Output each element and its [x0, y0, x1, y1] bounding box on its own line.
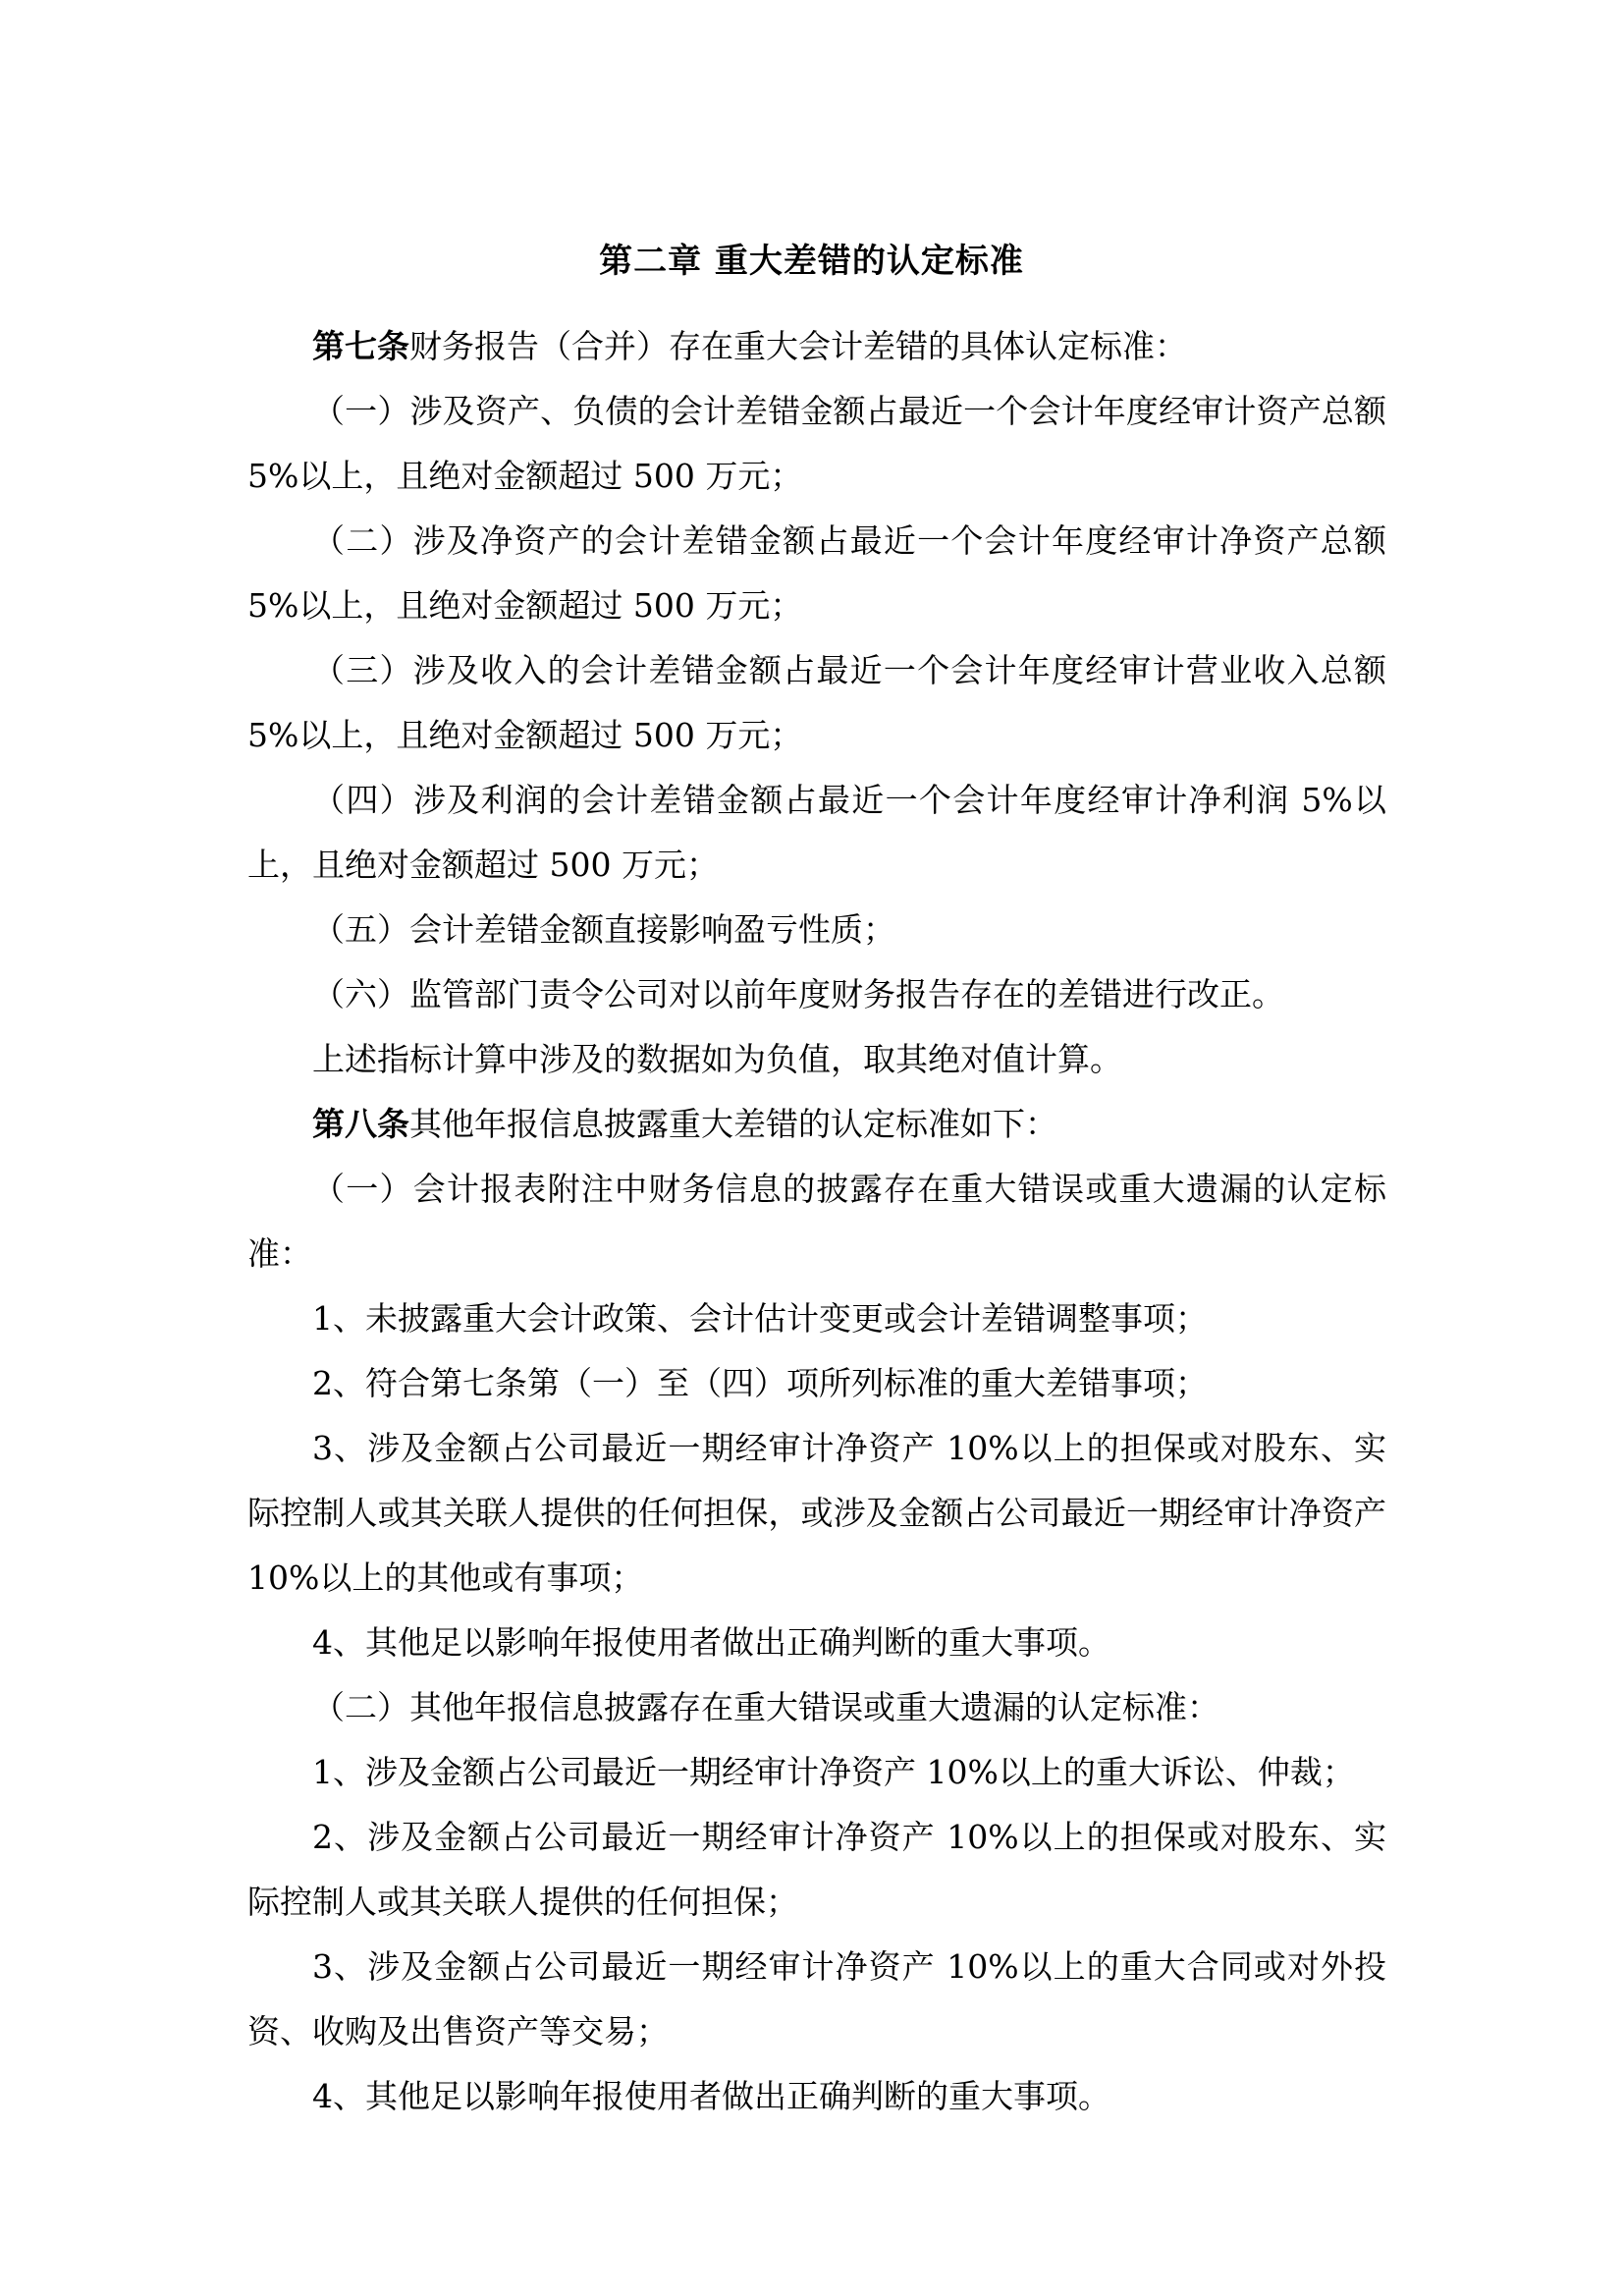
article-8-heading: 第八条 [312, 1105, 409, 1143]
document-body [247, 314, 1386, 2129]
article-7-heading: 第七条 [312, 327, 409, 365]
article-7-item-5: （五）会计差错金额直接影响盈亏性质； [312, 910, 895, 949]
article-7-item-6: （六）监管部门责令公司对以前年度财务报告存在的差错进行改正。 [312, 975, 1284, 1013]
article-8-section-1-item-2: 2、符合第七条第（一）至（四）项所列标准的重大差错事项； [312, 1364, 1208, 1402]
article-7-item-4: （四）涉及利润的会计差错金额占最近一个会计年度经审计净利润 5%以上，且绝对金额超过 500 万元； [247, 781, 1386, 884]
article-7-intro [247, 314, 1386, 379]
article-7-note: 上述指标计算中涉及的数据如为负值，取其绝对值计算。 [312, 1040, 1122, 1078]
article-8-section-2-item-2: 2、涉及金额占公司最近一期经审计净资产 10%以上的担保或对股东、实际控制人或其关联人提供的任何担保； [247, 1818, 1386, 1921]
article-8-section-2-title: （二）其他年报信息披露存在重大错误或重大遗漏的认定标准： [312, 1688, 1219, 1726]
article-8-section-1-item-3: 3、涉及金额占公司最近一期经审计净资产 10%以上的担保或对股东、实际控制人或其关联人提供的任何担保，或涉及金额占公司最近一期经审计净资产10%以上的其他或有事项； [247, 1429, 1386, 1597]
article-8-section-2-item-3: 3、涉及金额占公司最近一期经审计净资产 10%以上的重大合同或对外投资、收购及出售资产等交易； [247, 1947, 1386, 2050]
article-8-intro [247, 1092, 1386, 1157]
chapter-title: 第二章 重大差错的认定标准 [599, 242, 1024, 281]
article-8-section-2-item-1: 1、涉及金额占公司最近一期经审计净资产 10%以上的重大诉讼、仲裁； [312, 1753, 1355, 1791]
article-8-section-1-item-4: 4、其他足以影响年报使用者做出正确判断的重大事项。 [312, 1623, 1110, 1662]
article-7-item-2: （二）涉及净资产的会计差错金额占最近一个会计年度经审计净资产总额5%以上，且绝对金额超过 500 万元； [247, 521, 1386, 625]
article-8-intro-text: 其他年报信息披露重大差错的认定标准如下： [409, 1105, 1057, 1143]
article-7-item-1: （一）涉及资产、负债的会计差错金额占最近一个会计年度经审计资产总额5%以上，且绝对金额超过 500 万元； [247, 392, 1386, 495]
article-7-intro-text: 财务报告（合并）存在重大会计差错的具体认定标准： [409, 327, 1187, 365]
article-7-item-3: （三）涉及收入的会计差错金额占最近一个会计年度经审计营业收入总额5%以上，且绝对金额超过 500 万元； [247, 651, 1386, 754]
article-8-section-2-item-4: 4、其他足以影响年报使用者做出正确判断的重大事项。 [312, 2077, 1110, 2115]
article-8-section-1-item-1: 1、未披露重大会计政策、会计估计变更或会计差错调整事项； [312, 1299, 1208, 1338]
article-8-section-1-title: （一）会计报表附注中财务信息的披露存在重大错误或重大遗漏的认定标准： [247, 1170, 1386, 1273]
